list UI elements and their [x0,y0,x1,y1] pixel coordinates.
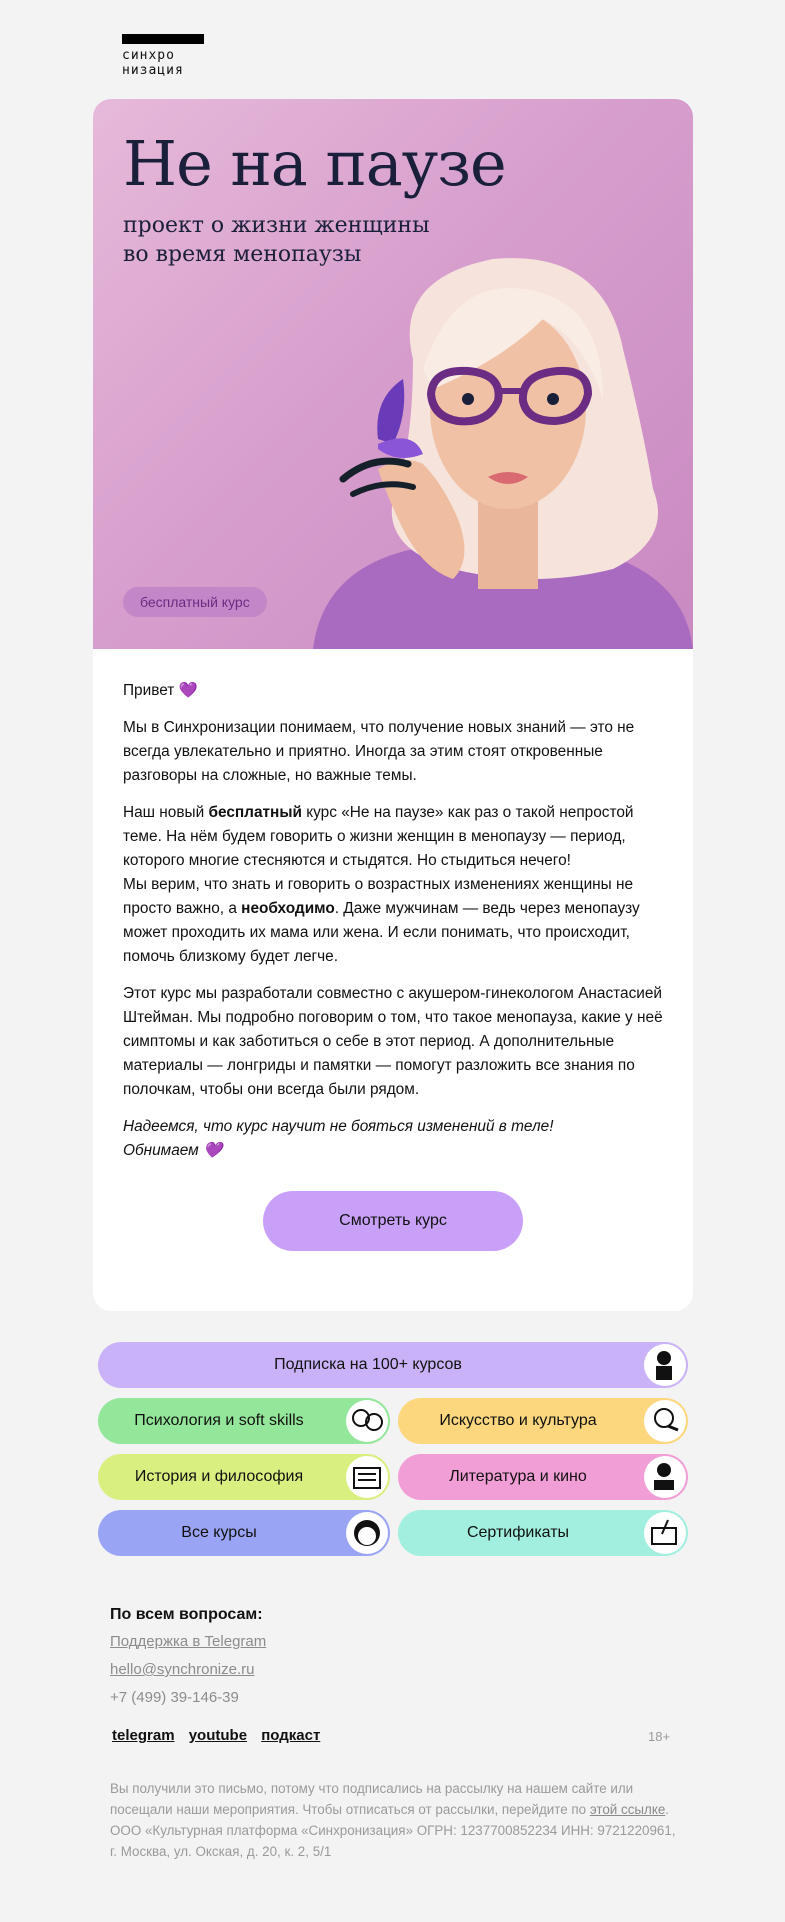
pill-label: История и философия [134,1468,304,1485]
person-reading-icon [644,1344,686,1386]
pill-label: Литература и кино [449,1468,587,1485]
contacts-heading: По всем вопросам: [110,1606,263,1623]
pill-psychology[interactable] [98,1398,390,1444]
man-with-pipe-icon [644,1400,686,1442]
pill-label: Сертификаты [466,1524,570,1541]
logo-line-1: синхро [122,48,175,63]
hero-title: Не на паузе [123,127,506,200]
letter-body [93,649,693,1251]
logo-line-2: низация [122,63,184,78]
closing: Надеемся, что курс научит не бояться изменений в теле! Обнимаем 💜 [123,1118,554,1159]
letter-card [93,99,693,1311]
telegram-link[interactable]: telegram [112,1727,175,1744]
hand-writing-icon [644,1512,686,1554]
girl-face-icon [346,1512,388,1554]
pill-art[interactable] [398,1398,688,1444]
logo-bar [122,34,204,44]
email-link[interactable]: hello@synchronize.ru [110,1661,255,1678]
paragraph-1: Мы в Синхронизации понимаем, что получение новых знаний — это не всегда увлекательно и приятно. Иногда за этим стоят откровенные разговоры на сложные, но важные темы. [123,719,635,784]
pill-label: Искусство и культура [439,1412,597,1429]
legal-info: ООО «Культурная платформа «Синхронизация» ОГРН: 1237700852234 ИНН: 9721220961, г. Москва, ул. Окская, д. 20, к. 2, 5/1 [110,1823,676,1859]
newspaper-icon [346,1456,388,1498]
hero-banner[interactable] [93,99,693,649]
unsubscribe-link[interactable]: этой ссылке [589,1802,666,1817]
hero-subtitle-line-1: проект о жизни женщины [123,213,430,238]
logo-text [122,48,204,78]
pill-label: Подписка на 100+ курсов [274,1356,462,1373]
pill-label: Все курсы [181,1524,257,1541]
paragraph-2: Наш новый бесплатный курс «Не на паузе» как раз о такой непростой теме. На нём будем говорить о жизни женщин в менопаузу — период, которого многие стесняются и стыдятся. Но стыдиться нечего! Мы верим, что знать и говорить о возрастных изменениях женщины не просто важно, а необходимо. Даже мужчинам — ведь через менопаузу может проходить их мама или жена. И если понимать, что происходит, помочь близкому будет легче. [123,804,640,965]
pill-history[interactable] [98,1454,390,1500]
footer-contacts [110,1606,680,1712]
telegram-support-link[interactable]: Поддержка в Telegram [110,1633,267,1650]
phone-number: +7 (499) 39-146-39 [110,1689,239,1706]
free-course-badge: бесплатный курс [123,587,267,617]
hero-subtitle-line-2: во время менопаузы [123,242,362,267]
pill-all-courses[interactable] [98,1510,390,1556]
two-faces-icon [346,1400,388,1442]
pill-literature[interactable] [398,1454,688,1500]
social-links [112,1727,330,1744]
brand-logo[interactable] [122,34,204,78]
podcast-link[interactable]: подкаст [261,1727,321,1744]
age-rating: 18+ [648,1729,671,1744]
woman-with-book-icon [644,1456,686,1498]
pill-subscription[interactable] [98,1342,688,1388]
greeting: Привет 💜 [123,682,198,699]
pill-label: Психология и soft skills [134,1412,304,1429]
watch-course-button[interactable]: Смотреть курс [263,1191,523,1251]
woman-illustration [283,249,693,649]
youtube-link[interactable]: youtube [188,1727,248,1744]
pill-certificates[interactable] [398,1510,688,1556]
disclaimer: Вы получили это письмо, потому что подписались на рассылку на нашем сайте или посещали наши мероприятия. Чтобы отписаться от рассылки, перейдите по этой ссылке. ООО «Культурная платформа «Синхронизация» ОГРН: 1237700852234 ИНН: 9721220961, г. Москва, ул. Окская, д. 20, к. 2, 5/1 [110,1781,676,1859]
paragraph-3: Этот курс мы разработали совместно с акушером-гинекологом Анастасией Штейман. Мы подробно поговорим о том, что такое менопауза, какие у неё симптомы и как заботиться о себе в этот период. А дополнительные материалы — лонгриды и памятки — помогут разложить все знания по полочкам, чтобы они всегда были рядом. [123,985,663,1098]
